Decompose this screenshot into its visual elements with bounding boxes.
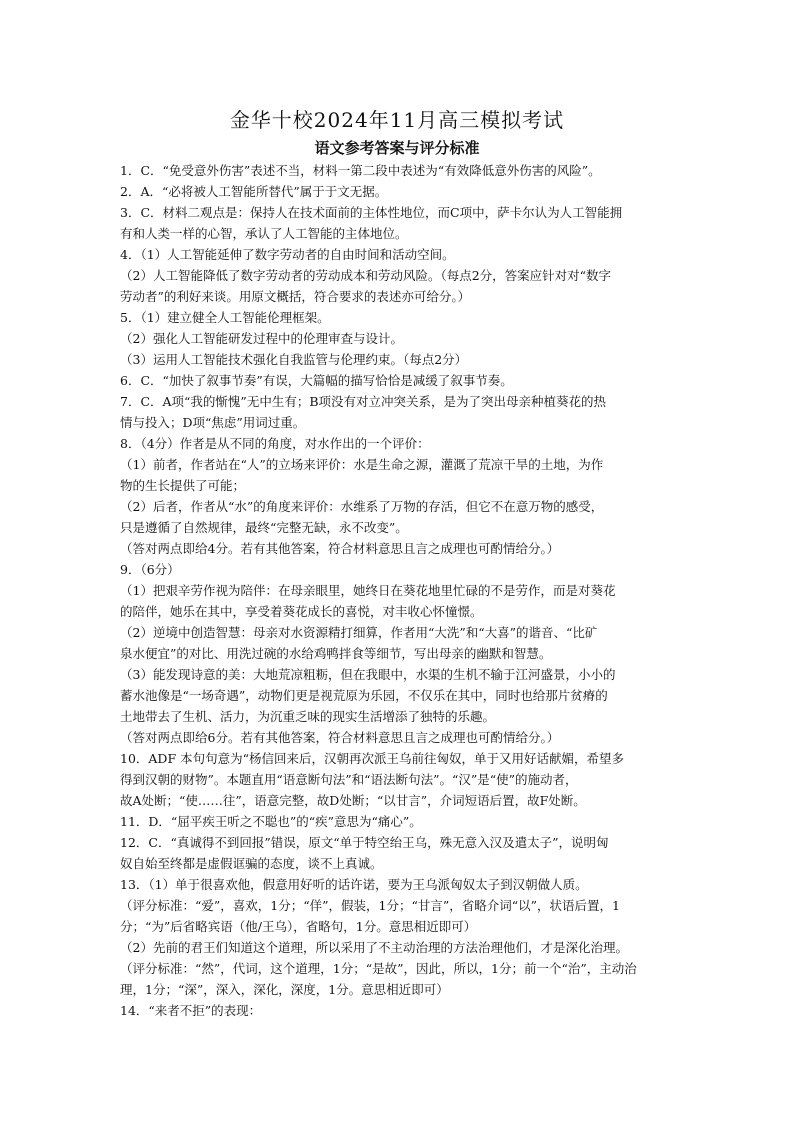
answer-line: 10．ADF 本句句意为“杨信回来后，汉朝再次派王乌前往匈奴，单于又用好话献媚，希望多 (120, 751, 624, 766)
answer-line: 物的生长提供了可能； (120, 478, 246, 493)
answer-line: 土地带去了生机、活力，为沉重乏味的现实生活增添了独特的乐趣。 (120, 709, 496, 724)
answer-line: （1）前者，作者站在“人”的立场来评价：水是生命之源，灌溉了荒凉干旱的土地，为作 (120, 457, 604, 472)
answer-line: 1．C．“免受意外伤害”表述不当，材料一第二段中表述为“有效降低意外伤害的风险”。 (120, 163, 601, 178)
answer-line: 2．A．“必将被人工智能所替代”属于于文无据。 (120, 184, 388, 199)
answer-line: 只是遵循了自然规律，最终“完整无缺，永不改变”。 (120, 520, 408, 535)
answer-line: 13．（1）单于很喜欢他，假意用好听的话许诺，要为王乌派匈奴太子到汉朝做人质。 (120, 877, 588, 892)
answer-line: 劳动者”的利好来谈。用原文概括，符合要求的表述亦可给分。） (120, 289, 471, 304)
answer-line: 蓄水池像是“一场奇遇”，动物们更是视荒原为乐园，不仅乐在其中，同时也给那片贫瘠的 (120, 688, 608, 703)
document-title: 金华十校2024年11月高三模拟考试 (229, 108, 565, 132)
answer-line: 奴自始至终都是虚假诓骗的态度，谈不上真诚。 (120, 856, 383, 871)
answer-line: 7．C．A项“我的惭愧”无中生有；B项没有对立冲突关系，是为了突出母亲种植葵花的热 (120, 394, 607, 409)
answer-line: （1）把艰辛劳作视为陪伴：在母亲眼里，她终日在葵花地里忙碌的不是劳作，而是对葵花 (120, 583, 616, 598)
answer-line: （评分标准：“爱”，喜欢，1分；“佯”，假装，1分；“甘言”，省略介词“以”，状语后置，1 (120, 898, 620, 913)
answer-line: 分；“为”后省略宾语（他/王乌），省略句，1分。意思相近即可） (120, 919, 477, 934)
answer-line: 的陪伴，她乐在其中，享受着葵花成长的喜悦，对丰收心怀憧憬。 (120, 604, 483, 619)
answer-line: （3）能发现诗意的美：大地荒凉粗粝，但在我眼中，水渠的生机不输于江河盛景，小小的 (120, 667, 616, 682)
answer-line: 得到汉朝的财物”。本题直用“语意断句法”和“语法断句法”。“汉”是“使”的施动者， (120, 772, 578, 787)
answer-line: 理，1分；“深”，深入，深化，深度，1分。意思相近即可） (120, 982, 449, 997)
answer-line: 9．（6分） (120, 562, 180, 577)
answer-line: （2）逆境中创造智慧：母亲对水资源精打细算，作者用“大洗”和“大喜”的谐音、“比矿 (120, 625, 598, 640)
answer-line: 5．（1）建立健全人工智能伦理框架。 (120, 310, 330, 325)
answer-line: 6．C．“加快了叙事节奏”有误，大篇幅的描写恰恰是减缓了叙事节奏。 (120, 373, 513, 388)
answer-line: （2）强化人工智能研发过程中的伦理审查与设计。 (120, 331, 403, 346)
answer-line: 泉水便宜”的对比、用洗过碗的水给鸡鸭拌食等细节，写出母亲的幽默和智慧。 (120, 646, 552, 661)
answer-line: 4．（1）人工智能延伸了数字劳动者的自由时间和活动空间。 (120, 247, 455, 262)
answer-line: 11．D．“屈平疾王听之不聪也”的“疾”意思为“痛心”。 (120, 814, 422, 829)
answer-line: 12．C．“真诚得不到回报”错误，原文“单于特空绐王乌，殊无意入汉及遣太子”，说明匈 (120, 835, 609, 850)
answer-line: （3）运用人工智能技术强化自我监管与伦理约束。（每点2分） (120, 352, 468, 367)
document-subtitle: 语文参考答案与评分标准 (314, 139, 480, 157)
answer-body (120, 160, 680, 1021)
answer-line: （答对两点即给4分。若有其他答案，符合材料意思且言之成理也可酌情给分。） (120, 541, 560, 556)
answer-line: 3．C．材料二观点是：保持人在技术面前的主体性地位，而C项中，萨卡尔认为人工智能拥 (120, 205, 623, 220)
answer-line: （答对两点即给6分。若有其他答案，符合材料意思且言之成理也可酌情给分。） (120, 730, 560, 745)
answer-line: 14．“来者不拒”的表现： (120, 1003, 262, 1018)
answer-line: （2）后者，作者从“水”的角度来评价：水维系了万物的存活，但它不在意万物的感受， (120, 499, 604, 514)
answer-line: 情与投入；D项“焦虑”用词过重。 (120, 415, 306, 430)
answer-line: （2）先前的君王们知道这个道理，所以采用了不主动治理的方法治理他们，才是深化治理。 (120, 940, 628, 955)
answer-line: （评分标准：“然”，代词，这个道理，1分；“是故”，因此，所以，1分；前一个“治”，主动治 (120, 961, 637, 976)
answer-line: 故A处断；“使……往”，语意完整，故D处断；“以甘言”，介词短语后置，故F处断。 (120, 793, 586, 808)
answer-line: 有和人类一样的心智，承认了人工智能的主体地位。 (120, 226, 408, 241)
answer-line: （2）人工智能降低了数字劳动者的劳动成本和劳动风险。（每点2分，答案应针对对“数字 (120, 268, 612, 283)
answer-line: 8．（4分）作者是从不同的角度，对水作出的一个评价： (120, 436, 430, 451)
